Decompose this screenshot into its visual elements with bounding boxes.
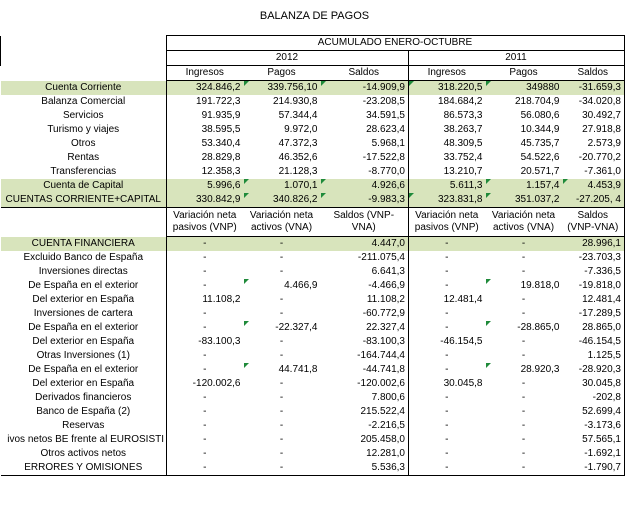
table-cell: -	[167, 461, 244, 476]
table-cell: 5.968,1	[321, 137, 409, 151]
row-label: De España en el exterior	[1, 321, 167, 335]
table-cell: -	[279, 420, 284, 431]
table-cell: 184.684,2	[409, 95, 486, 109]
table-cell: 28.829,8	[167, 151, 244, 165]
table-cell: 33.752,4	[409, 151, 486, 165]
table-cell: 4.926,6	[321, 179, 409, 193]
table-cell: 28.865,0	[563, 321, 625, 335]
table-cell: -	[279, 336, 284, 347]
row-label: Del exterior en España	[1, 335, 167, 349]
table-cell: 12.481,4	[409, 293, 486, 307]
row-label: CUENTAS CORRIENTE+CAPITAL	[1, 193, 167, 208]
table-cell: 11.108,2	[321, 293, 409, 307]
table-cell: 11.108,2	[167, 293, 244, 307]
table-cell: 318.220,5	[409, 81, 486, 96]
table-cell: -	[486, 461, 563, 476]
report-title: BALANZA DE PAGOS	[259, 10, 370, 22]
table-cell: -	[409, 447, 486, 461]
table-row	[1, 293, 625, 307]
table-cell: 1.125,5	[563, 349, 625, 363]
table-cell: -	[409, 321, 486, 335]
table-cell: -4.466,9	[321, 279, 409, 293]
table-row	[1, 109, 625, 123]
table-cell: 349880	[486, 81, 563, 96]
table-cell: -	[167, 349, 244, 363]
table-cell: 4.466,9	[244, 279, 321, 293]
table-cell: -	[409, 279, 486, 293]
table-cell: -	[279, 434, 284, 445]
table-cell: -	[279, 252, 284, 263]
row-label: Inversiones de cartera	[1, 307, 167, 321]
row-label: Otros activos netos	[1, 447, 167, 461]
table-cell: -	[279, 266, 284, 277]
table-cell: -46.154,5	[409, 335, 486, 349]
table-cell: 205.458,0	[321, 433, 409, 447]
table-cell: 12.358,3	[167, 165, 244, 179]
row-label: CUENTA FINANCIERA	[1, 237, 167, 252]
table-cell: -31.659,3	[563, 81, 625, 96]
table-cell: 339.756,10	[244, 81, 321, 96]
table-cell: 45.735,7	[520, 138, 560, 149]
table-cell: -8.770,0	[321, 165, 409, 179]
column-header: Pagos	[244, 66, 321, 81]
column-header: Ingresos	[409, 66, 486, 81]
row-label: Rentas	[1, 151, 167, 165]
table-row	[1, 433, 625, 447]
table-cell: -14.909,9	[321, 81, 409, 96]
table-cell: -	[244, 461, 321, 476]
table-cell: -	[409, 307, 486, 321]
row-label: ERRORES Y OMISIONES	[1, 461, 167, 476]
table-cell: -	[167, 391, 244, 405]
table-row	[1, 321, 625, 335]
table-row	[1, 461, 625, 476]
table-cell: -	[279, 378, 284, 389]
table-cell: 351.037,2	[486, 193, 563, 208]
row-label: Servicios	[1, 109, 167, 123]
column-header: Saldos (VNP-VNA)	[321, 208, 409, 237]
row-label: Otras Inversiones (1)	[1, 349, 167, 363]
table-cell: -	[167, 363, 244, 377]
table-cell: -2.216,5	[321, 419, 409, 433]
column-header: Ingresos	[167, 66, 244, 81]
table-cell: -	[521, 434, 526, 445]
table-cell: -	[521, 392, 526, 403]
table-cell: 53.340,4	[167, 137, 244, 151]
table-row	[1, 307, 625, 321]
table-row	[1, 193, 625, 208]
table-row	[1, 179, 625, 193]
table-cell: 19.818,0	[486, 279, 563, 293]
table-row	[1, 251, 625, 265]
table-cell: -	[409, 419, 486, 433]
row-label: Excluido Banco de España	[1, 251, 167, 265]
table-cell: -83.100,3	[167, 335, 244, 349]
table-cell: 56.080,6	[520, 110, 560, 121]
row-label: De España en el exterior	[1, 279, 167, 293]
table-cell: 30.492,7	[563, 109, 625, 123]
year-header-2012: 2012	[167, 51, 409, 66]
table-cell: 191.722,3	[167, 95, 244, 109]
table-row	[1, 151, 625, 165]
table-cell: -	[167, 447, 244, 461]
row-label: Derivados financieros	[1, 391, 167, 405]
row-label: Transferencias	[1, 165, 167, 179]
table-cell: -202,8	[563, 391, 625, 405]
table-cell: 1.157,4	[486, 179, 563, 193]
table-cell: 21.128,3	[278, 166, 318, 177]
table-cell: -	[409, 433, 486, 447]
row-label: Cuenta Corriente	[1, 81, 167, 96]
table-cell: -211.075,4	[321, 251, 409, 265]
table-cell: 218.704,9	[515, 96, 560, 107]
table-cell: -22.327,4	[244, 321, 321, 335]
column-header: Pagos	[486, 66, 563, 81]
table-row	[1, 237, 625, 252]
table-cell: -120.002,6	[167, 377, 244, 391]
table-cell: -	[409, 405, 486, 419]
row-label: Otros	[1, 137, 167, 151]
table-cell: -1.692,1	[563, 447, 625, 461]
table-cell: -44.741,8	[321, 363, 409, 377]
table-cell: -	[486, 237, 563, 252]
table-cell: -27.205, 4	[563, 193, 625, 208]
table-row	[1, 391, 625, 405]
row-label: Cuenta de Capital	[1, 179, 167, 193]
table-cell: 57.565,1	[563, 433, 625, 447]
table-cell: -7.336,5	[563, 265, 625, 279]
table-row	[1, 349, 625, 363]
row-label: Turismo y viajes	[1, 123, 167, 137]
table-cell: 91.935,9	[167, 109, 244, 123]
table-cell: -	[279, 294, 284, 305]
table-cell: 22.327,4	[321, 321, 409, 335]
table-cell: -	[521, 350, 526, 361]
table-cell: -3.173,6	[563, 419, 625, 433]
table-cell: 340.826,2	[244, 193, 321, 208]
table-cell: -	[521, 378, 526, 389]
table-cell: 6.641,3	[321, 265, 409, 279]
table-cell: -	[279, 392, 284, 403]
table-cell: -	[409, 461, 486, 476]
table-cell: 214.930,8	[273, 96, 318, 107]
table-cell: -17.289,5	[563, 307, 625, 321]
table-cell: -23.703,3	[563, 251, 625, 265]
table-row	[1, 95, 625, 109]
period-header: ACUMULADO ENERO-OCTUBRE	[167, 36, 625, 51]
table-row	[1, 265, 625, 279]
table-row	[1, 377, 625, 391]
table-row	[1, 419, 625, 433]
table-cell: 330.842,9	[167, 193, 244, 208]
table-cell: 13.210,7	[409, 165, 486, 179]
table-cell: -	[279, 448, 284, 459]
table-cell: -	[167, 419, 244, 433]
row-label: De España en el exterior	[1, 363, 167, 377]
table-cell: 4.447,0	[321, 237, 409, 252]
row-label: Del exterior en España	[1, 293, 167, 307]
table-cell: 324.846,2	[167, 81, 244, 96]
table-cell: -46.154,5	[563, 335, 625, 349]
table-cell: 54.522,6	[520, 152, 560, 163]
table-row	[1, 405, 625, 419]
table-row	[1, 123, 625, 137]
table-cell: -	[521, 266, 526, 277]
table-row	[1, 165, 625, 179]
table-cell: 323.831,8	[409, 193, 486, 208]
table-cell: 2.573,9	[563, 137, 625, 151]
table-row	[1, 81, 625, 96]
table-cell: 38.263,7	[409, 123, 486, 137]
table-row	[1, 137, 625, 151]
table-cell: -	[521, 406, 526, 417]
row-label: Inversiones directas	[1, 265, 167, 279]
table-cell: 4.453,9	[563, 179, 625, 193]
table-cell: 215.522,4	[321, 405, 409, 419]
table-cell: 5.536,3	[321, 461, 409, 476]
table-cell: -19.818,0	[563, 279, 625, 293]
table-cell: 28.920,3	[486, 363, 563, 377]
column-header: Variación neta pasivos (VNP)	[167, 208, 244, 237]
table-cell: 28.623,4	[321, 123, 409, 137]
table-cell: -	[279, 308, 284, 319]
table-cell: 12.481,4	[563, 293, 625, 307]
row-label: Banco de España (2)	[1, 405, 167, 419]
column-header: Saldos	[321, 66, 409, 81]
table-cell: -	[409, 237, 486, 252]
column-header: Variación neta activos (VNA)	[244, 208, 321, 237]
table-cell: 34.591,5	[321, 109, 409, 123]
column-header: Saldos	[563, 66, 625, 81]
table-cell: 5.996,6	[167, 179, 244, 193]
table-cell: -	[521, 252, 526, 263]
table-cell: 30.045,8	[563, 377, 625, 391]
table-cell: 46.352,6	[278, 152, 318, 163]
table-cell: -7.361,0	[563, 165, 625, 179]
table-cell: -28.865,0	[486, 321, 563, 335]
table-cell: -	[167, 251, 244, 265]
table-cell: -20.770,2	[563, 151, 625, 165]
table-cell: -60.772,9	[321, 307, 409, 321]
table-cell: -	[167, 433, 244, 447]
table-cell: 48.309,5	[409, 137, 486, 151]
table-cell: -	[409, 349, 486, 363]
table-cell: -	[409, 391, 486, 405]
table-cell: 12.281,0	[321, 447, 409, 461]
row-label: ivos netos BE frente al EUROSISTI	[1, 433, 167, 447]
column-header: Saldos (VNP-VNA)	[563, 208, 625, 237]
year-header-2011: 2011	[409, 51, 625, 66]
table-cell: -	[167, 237, 244, 252]
table-cell: -	[167, 405, 244, 419]
table-cell: 52.699,4	[563, 405, 625, 419]
table-cell: -34.020,8	[563, 95, 625, 109]
table-row	[1, 363, 625, 377]
table-cell: -	[409, 251, 486, 265]
table-cell: 57.344,4	[278, 110, 318, 121]
table-row	[1, 447, 625, 461]
column-header: Variación neta pasivos (VNP)	[409, 208, 486, 237]
table-cell: -	[167, 321, 244, 335]
table-cell: -	[521, 294, 526, 305]
table-cell: 20.571,7	[520, 166, 560, 177]
table-cell: 10.344,9	[520, 124, 560, 135]
table-cell: -	[167, 307, 244, 321]
table-cell: -	[167, 279, 244, 293]
table-cell: -	[244, 237, 321, 252]
table-cell: -23.208,5	[321, 95, 409, 109]
table-cell: -	[279, 350, 284, 361]
table-cell: 38.595,5	[167, 123, 244, 137]
table-cell: -120.002,6	[321, 377, 409, 391]
table-cell: -	[521, 308, 526, 319]
table-row	[1, 335, 625, 349]
row-label: Reservas	[1, 419, 167, 433]
table-cell: -83.100,3	[321, 335, 409, 349]
table-cell: -	[521, 420, 526, 431]
table-cell: -	[521, 336, 526, 347]
table-cell: -	[521, 448, 526, 459]
table-row	[1, 279, 625, 293]
table-cell: -17.522,8	[321, 151, 409, 165]
table-cell: -	[279, 406, 284, 417]
table-cell: -	[167, 265, 244, 279]
table-cell: 47.372,3	[278, 138, 318, 149]
table-cell: 7.800,6	[321, 391, 409, 405]
table-cell: 5.611,3	[409, 179, 486, 193]
table-cell: -1.790,7	[563, 461, 625, 476]
table-cell: -164.744,4	[321, 349, 409, 363]
table-cell: 1.070,1	[244, 179, 321, 193]
table-cell: -	[409, 265, 486, 279]
table-cell: 44.741,8	[244, 363, 321, 377]
balance-table	[0, 35, 625, 476]
table-cell: -	[409, 363, 486, 377]
column-header: Variación neta activos (VNA)	[486, 208, 563, 237]
table-cell: 9.972,0	[284, 124, 318, 135]
table-cell: -9.983,3	[321, 193, 409, 208]
row-label: Balanza Comercial	[1, 95, 167, 109]
table-cell: 30.045,8	[409, 377, 486, 391]
table-cell: -28.920,3	[563, 363, 625, 377]
table-cell: 27.918,8	[563, 123, 625, 137]
table-cell: 86.573,3	[409, 109, 486, 123]
table-cell: 28.996,1	[563, 237, 625, 252]
row-label: Del exterior en España	[1, 377, 167, 391]
